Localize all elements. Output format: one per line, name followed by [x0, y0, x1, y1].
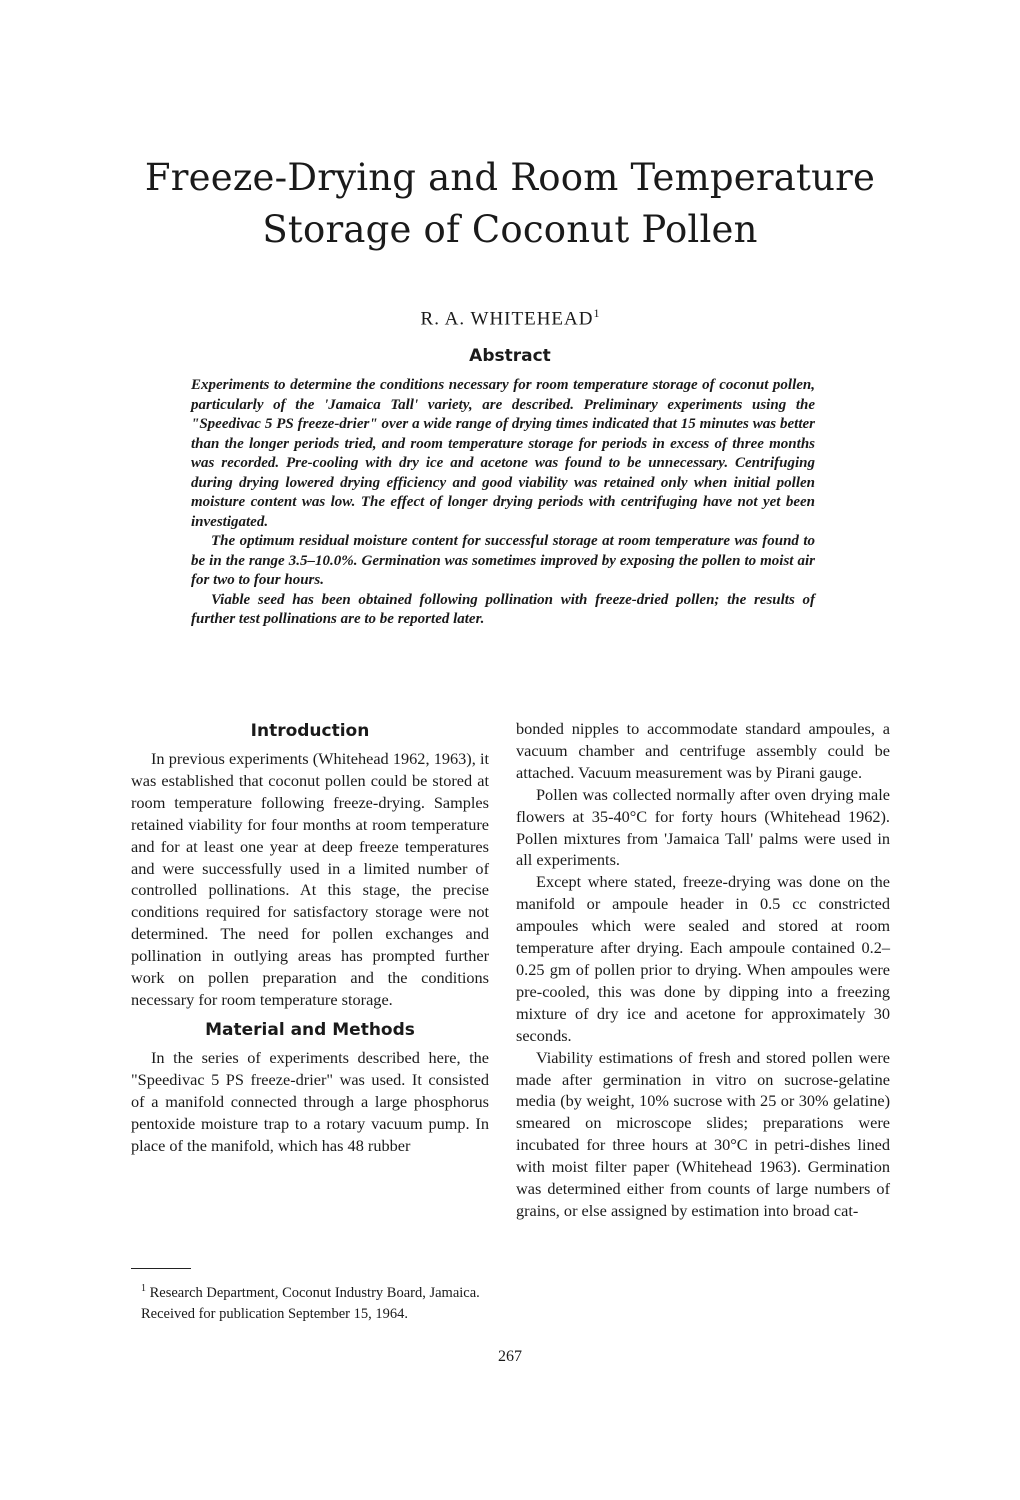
footnote-affiliation	[131, 1278, 489, 1304]
footnote-divider	[131, 1268, 191, 1269]
footnotes	[131, 1278, 489, 1325]
title-line-1: Freeze-Drying and Room Temperature	[144, 156, 876, 199]
right-column	[516, 718, 890, 1222]
left-column	[131, 718, 489, 1156]
methods-heading: Material and Methods	[205, 1019, 415, 1040]
abstract-body	[191, 376, 815, 630]
abstract-heading: Abstract	[469, 346, 551, 366]
author-line	[0, 306, 1020, 330]
page-number: 267	[498, 1348, 522, 1365]
introduction-heading: Introduction	[250, 721, 370, 741]
methods-continuation: bonded nipples to accommodate standard ampoules, a vacuum chamber and centrifuge assembly could be attached. Vacuum measurement was by Pirani gauge.	[516, 719, 890, 782]
footnote-mark: 1	[141, 1283, 146, 1294]
abstract-paragraph: Experiments to determine the conditions necessary for room temperature storage of coconut pollen, particularly of the 'Jamaica Tall' variety, are described. Preliminary experiments using the "Speedivac 5 PS freeze-drier" over a wide range of drying times indicated that 15 minutes was better than the longer periods tried, and room temperature storage for periods in excess of three months was recorded. Pre-cooling with dry ice and acetone was found to be unnecessary. Centrifuging during drying lowered drying efficiency and good viability was retained only when initial pollen moisture content was low. The effect of longer drying periods with centrifuging have not yet been investigated.	[191, 377, 815, 530]
methods-paragraph-pollen: Pollen was collected normally after oven drying male flowers at 35-40°C for forty hours (Whitehead 1962). Pollen mixtures from 'Jamaica Tall' palms were used in all experiments.	[516, 784, 890, 870]
author-footnote-mark: 1	[593, 306, 600, 320]
abstract-paragraph: The optimum residual moisture content for successful storage at room temperature was found to be in the range 3.5–10.0%. Germination was sometimes improved by exposing the pollen to moist air for two to four hours.	[191, 533, 815, 588]
author-name: R. A. WHITEHEAD	[420, 308, 594, 330]
footnote-received: Received for publication September 15, 1964.	[141, 1305, 408, 1322]
methods-paragraph-freeze-drying: Except where stated, freeze-drying was done on the manifold or ampoule header in 0.5 cc constricted ampoules which were sealed and stored at room temperature after drying. Each ampoule contained 0.2–0.25 gm of pollen prior to drying. When ampoules were pre-cooled, this was done by dipping into a freezing mixture of dry ice and acetone for approximately 30 seconds.	[516, 872, 890, 1045]
methods-paragraph-viability: Viability estimations of fresh and stored pollen were made after germination in vitro on sucrose-gelatine media (by weight, 10% sucrose with 25 or 30% gelatine) smeared on microscope slides; preparations were incubated for three hours at 30°C in petri-dishes lined with moist filter paper (Whitehead 1963). Germination was determined either from counts of large numbers of grains, or else assigned by estimation into broad cat-	[516, 1047, 890, 1220]
introduction-paragraph: In previous experiments (Whitehead 1962, 1963), it was established that coconut pollen could be stored at room temperature following freeze-drying. Samples retained viability for four months at room temperature and for at least one year at deep freeze temperatures and were successfully used in a limited number of controlled pollinations. At this stage, the precise conditions required for satisfactory storage were not determined. The need for pollen exchanges and pollination in outlying areas has prompted further work on pollen preparation and the conditions necessary for room temperature storage.	[131, 749, 489, 1009]
abstract-paragraph: Viable seed has been obtained following pollination with freeze-dried pollen; the results of further test pollinations are to be reported later.	[191, 591, 815, 627]
footnote-affiliation-text: Research Department, Coconut Industry Board, Jamaica.	[149, 1284, 480, 1301]
paper-title	[60, 152, 960, 256]
methods-paragraph: In the series of experiments described here, the "Speedivac 5 PS freeze-drier" was used. It consisted of a manifold connected through a large phosphorus pentoxide moisture trap to a rotary vacuum pump. In place of the manifold, which has 48 rubber	[131, 1047, 489, 1155]
title-line-2: Storage of Coconut Pollen	[262, 208, 758, 251]
